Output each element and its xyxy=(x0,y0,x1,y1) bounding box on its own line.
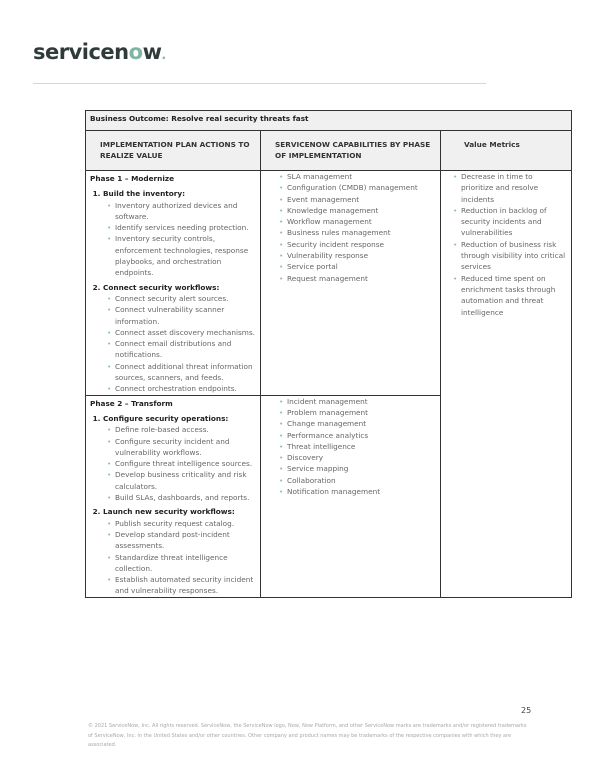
column-header-value-metrics: Value Metrics xyxy=(441,131,572,171)
list-item: • Inventory security controls, enforcement technologies, response playbooks, and orchestration endpoints. xyxy=(115,233,256,278)
list-item: • Service portal xyxy=(287,261,436,272)
list-item: • Request management xyxy=(287,273,436,284)
list-item: • Service mapping xyxy=(287,463,436,474)
step xyxy=(103,282,256,395)
step-title: Connect security workflows: xyxy=(103,282,220,292)
step-list xyxy=(90,188,256,394)
list-item: • Identify services needing protection. xyxy=(115,222,256,233)
column-header-capabilities: SERVICENOW CAPABILITIES BY PHASE OF IMPLEMENTATION xyxy=(261,131,441,171)
header-divider xyxy=(33,83,486,84)
column-header-actions: IMPLEMENTATION PLAN ACTIONS TO REALIZE VALUE xyxy=(86,131,261,171)
list-item: • Reduced time spent on enrichment tasks through automation and threat intelligence xyxy=(461,273,567,318)
list-item: • Knowledge management xyxy=(287,205,436,216)
capability-list xyxy=(279,171,436,284)
implementation-plan-table xyxy=(85,110,572,598)
value-metrics-list xyxy=(457,171,567,318)
phase-2-capabilities xyxy=(261,395,441,597)
list-item: • Business rules management xyxy=(287,227,436,238)
list-item: • Inventory authorized devices and software. xyxy=(115,200,256,223)
list-item: • Vulnerability response xyxy=(287,250,436,261)
page-number: 25 xyxy=(521,706,532,715)
action-list xyxy=(103,424,256,503)
action-list xyxy=(103,200,256,279)
step-title: Launch new security workflows: xyxy=(103,507,235,517)
phase-title: Phase 2 – Transform xyxy=(90,398,173,408)
capability-list xyxy=(279,396,436,498)
step xyxy=(103,188,256,278)
logo-text: servicen xyxy=(33,40,129,64)
list-item: • Configure security incident and vulnerability workflows. xyxy=(115,436,256,459)
action-list xyxy=(103,293,256,395)
list-item: • Security incident response xyxy=(287,239,436,250)
list-item: • Standardize threat intelligence collection. xyxy=(115,552,256,575)
step-title: Build the inventory: xyxy=(103,189,186,199)
list-item: • Workflow management xyxy=(287,216,436,227)
list-item: • Configure threat intelligence sources. xyxy=(115,458,256,469)
list-item: • Reduction of business risk through visibility into critical services xyxy=(461,239,567,273)
action-list xyxy=(103,518,256,597)
list-item: • Configuration (CMDB) management xyxy=(287,182,436,193)
phase-1-capabilities xyxy=(261,171,441,396)
list-item: • Problem management xyxy=(287,407,436,418)
logo-dot: . xyxy=(161,48,166,62)
table-row-phase-1 xyxy=(86,171,572,396)
list-item: • Performance analytics xyxy=(287,430,436,441)
list-item: • Threat intelligence xyxy=(287,441,436,452)
list-item: • Connect vulnerability scanner information. xyxy=(115,304,256,327)
list-item: • Publish security request catalog. xyxy=(115,518,256,529)
list-item: • Decrease in time to prioritize and resolve incidents xyxy=(461,171,567,205)
business-outcome-row xyxy=(86,111,572,131)
servicenow-logo xyxy=(33,40,166,64)
phase-2-actions xyxy=(86,395,261,597)
copyright-footer: © 2021 ServiceNow, Inc. All rights reserved. ServiceNow, the ServiceNow logo, Now, Now Platform, and other ServiceNow marks are trademarks and/or registered trademarks of ServiceNow, Inc. in the United States and/or other countries. Other company and product names may be trademarks of the respective companies with which they are associated. xyxy=(88,723,527,748)
list-item: • Change management xyxy=(287,418,436,429)
step xyxy=(103,413,256,503)
step-title: Configure security operations: xyxy=(103,413,229,423)
list-item: • Connect email distributions and notifications. xyxy=(115,338,256,361)
list-item: • Connect asset discovery mechanisms. xyxy=(115,327,256,338)
business-outcome: Business Outcome: Resolve real security threats fast xyxy=(86,111,572,131)
list-item: • Event management xyxy=(287,194,436,205)
step-list xyxy=(90,413,256,597)
header-row xyxy=(86,131,572,171)
list-item: • Connect security alert sources. xyxy=(115,293,256,304)
value-metrics xyxy=(441,171,572,598)
list-item: • Develop business criticality and risk calculators. xyxy=(115,469,256,492)
list-item: • Develop standard post-incident assessments. xyxy=(115,529,256,552)
phase-1-actions xyxy=(86,171,261,396)
list-item: • Establish automated security incident and vulnerability responses. xyxy=(115,574,256,597)
list-item: • Notification management xyxy=(287,486,436,497)
list-item: • Define role-based access. xyxy=(115,424,256,435)
step xyxy=(103,506,256,596)
list-item: • Discovery xyxy=(287,452,436,463)
list-item: • Connect additional threat information sources, scanners, and feeds. xyxy=(115,361,256,384)
list-item: • SLA management xyxy=(287,171,436,182)
list-item: • Reduction in backlog of security incidents and vulnerabilities xyxy=(461,205,567,239)
logo-o-accent: o xyxy=(128,40,143,64)
list-item: • Build SLAs, dashboards, and reports. xyxy=(115,492,256,503)
logo-text-end: w xyxy=(142,40,162,64)
list-item: • Incident management xyxy=(287,396,436,407)
list-item: • Connect orchestration endpoints. xyxy=(115,383,256,394)
phase-title: Phase 1 – Modernize xyxy=(90,174,175,183)
list-item: • Collaboration xyxy=(287,475,436,486)
